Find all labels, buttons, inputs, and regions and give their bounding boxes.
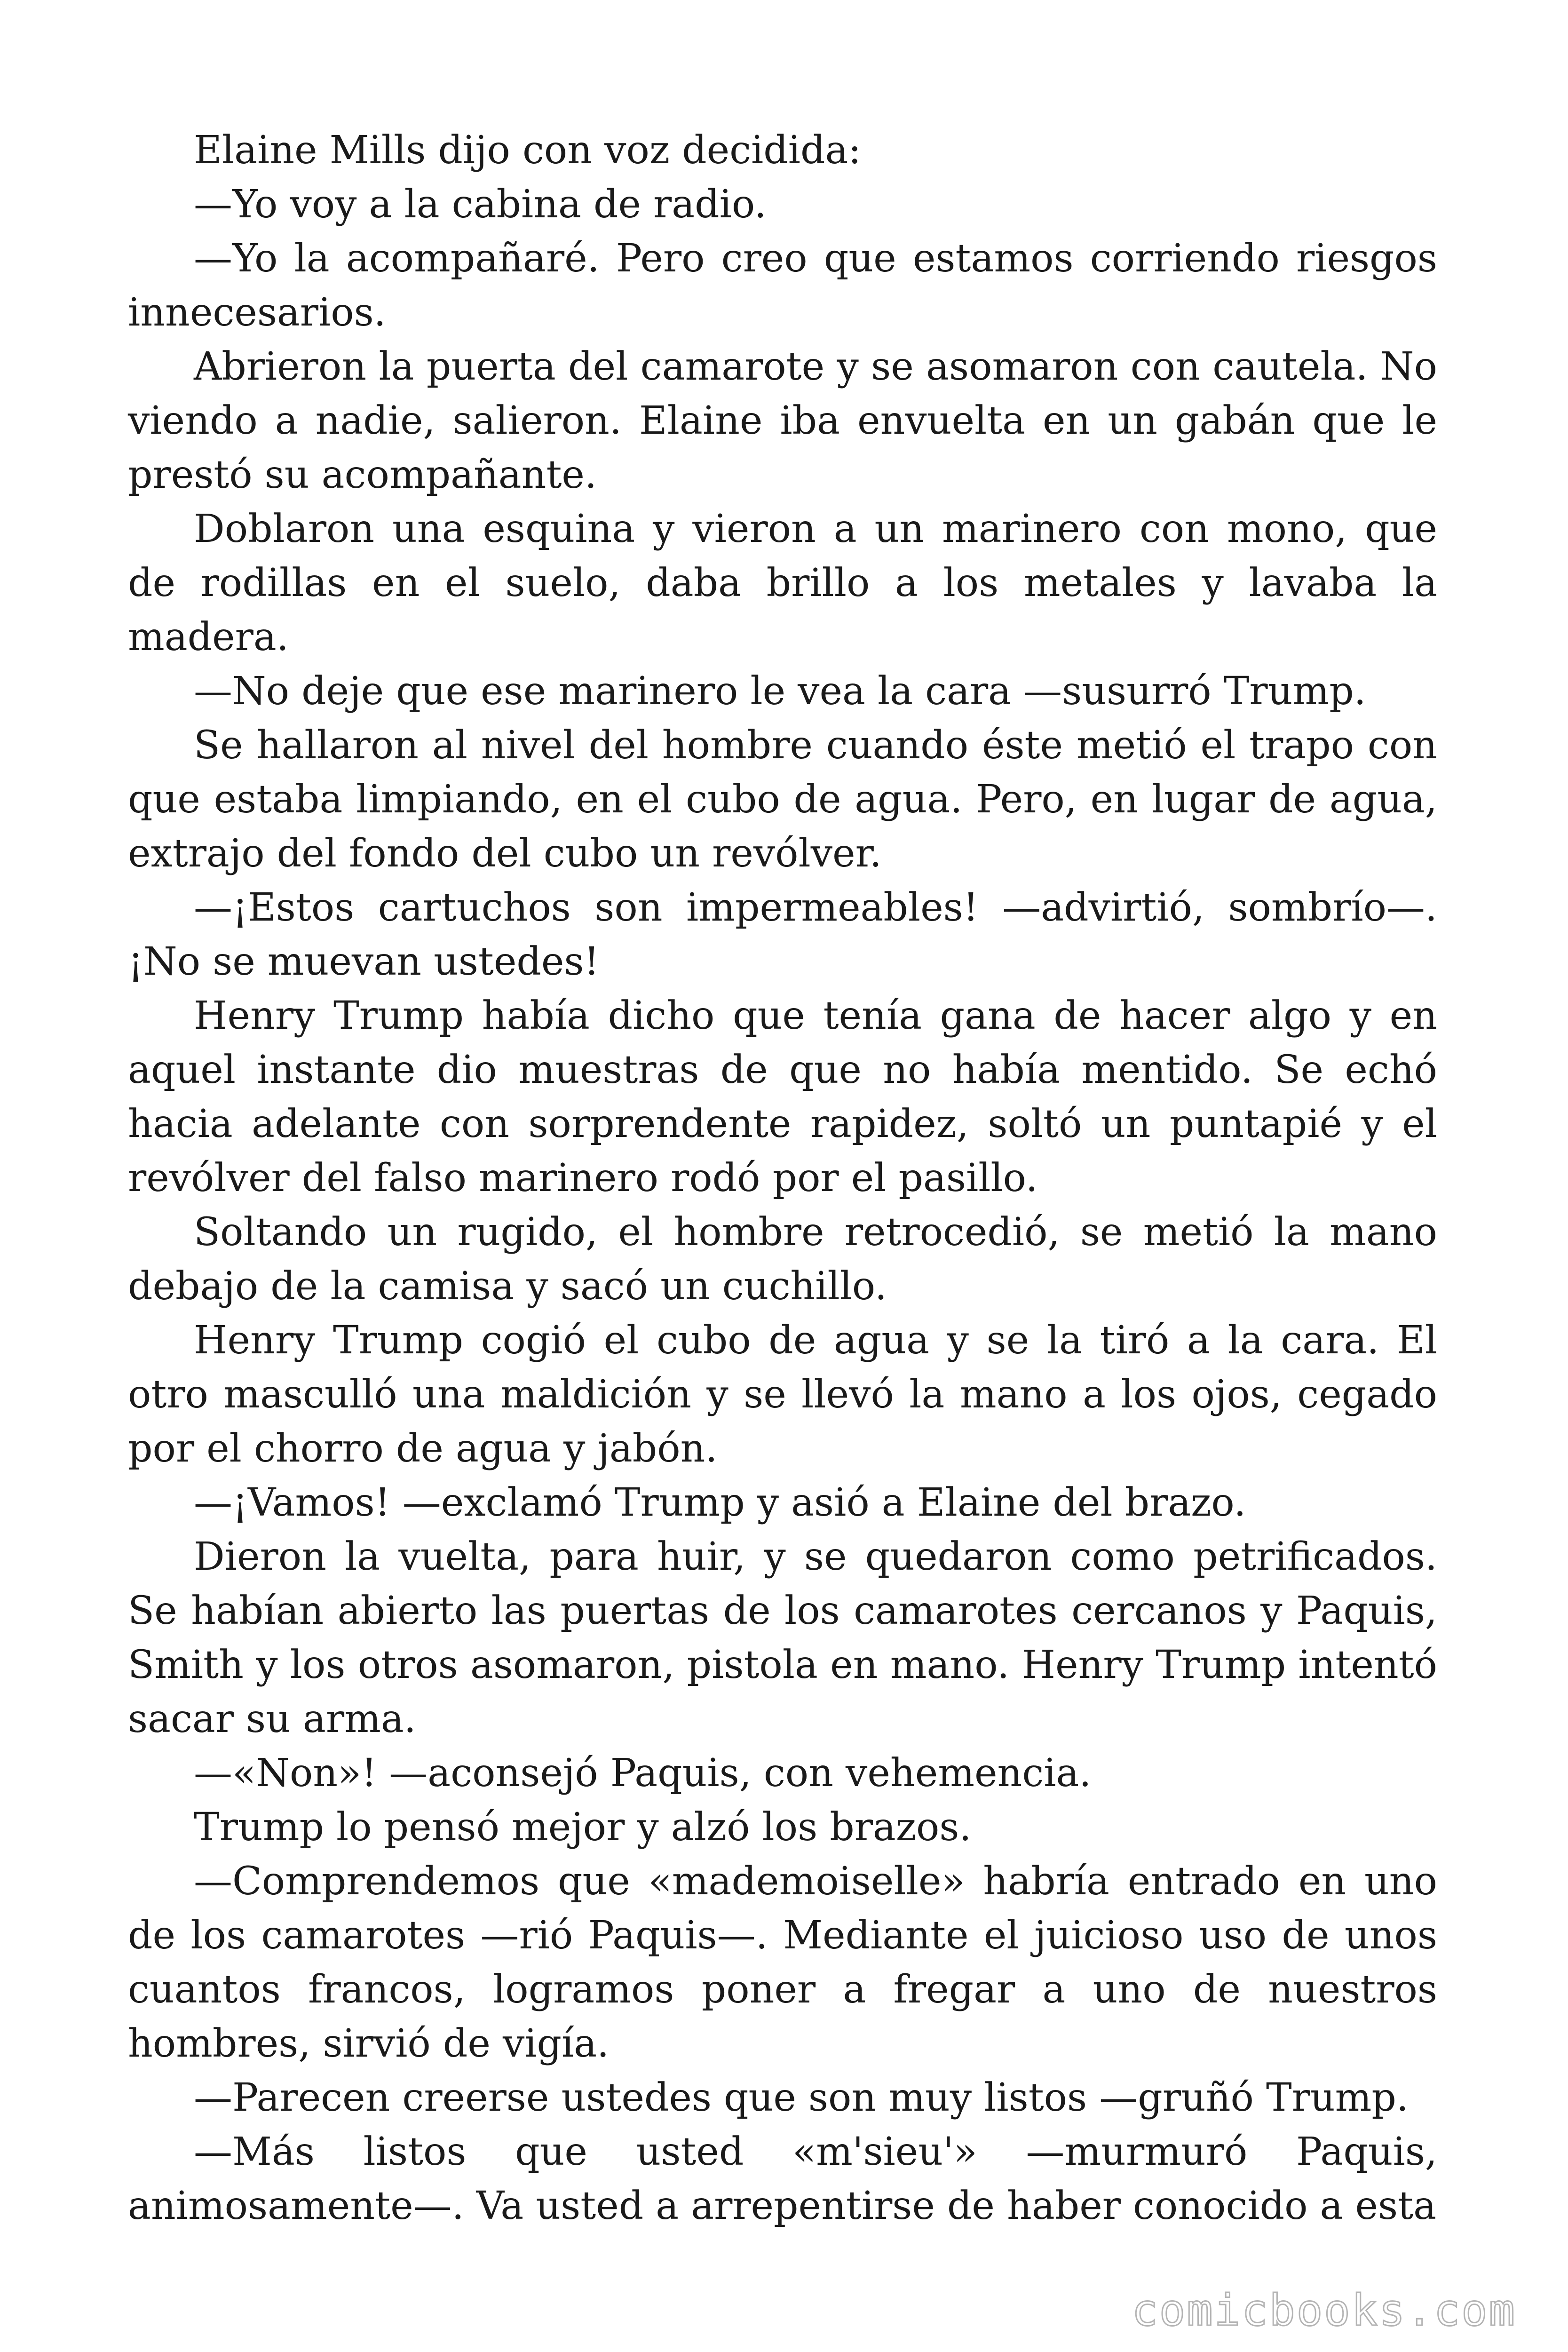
paragraph: —Parecen creerse ustedes que son muy listos —gruñó Trump. (194, 2075, 1409, 2120)
paragraph: —Yo voy a la cabina de radio. (194, 182, 767, 227)
paragraph: —Más listos que usted «m'sieu'» —murmuró Paquis, animosamente—. Va usted a arrepentirse de haber conocido a esta (128, 2130, 1437, 2228)
paragraph: —¡Estos cartuchos son impermeables! —advirtió, sombrío—. ¡No se muevan ustedes! (128, 885, 1437, 984)
paragraph: —Comprendemos que «mademoiselle» habría entrado en uno de los camarotes —rió Paquis—. Mediante el juicioso uso de unos cuantos francos, logramos poner a fregar a uno de nuestros hombres, sirvió de vigía. (128, 1859, 1437, 2066)
paragraph: —No deje que ese marinero le vea la cara —susurró Trump. (194, 669, 1366, 714)
paragraph: Trump lo pensó mejor y alzó los brazos. (194, 1805, 972, 1850)
paragraph: Elaine Mills dijo con voz decidida: (194, 128, 861, 173)
paragraph: —Yo la acompañaré. Pero creo que estamos corriendo riesgos innecesarios. (128, 236, 1437, 335)
paragraph: Doblaron una esquina y vieron a un marinero con mono, que de rodillas en el suelo, daba brillo a los metales y lavaba la madera. (128, 507, 1437, 660)
paragraph: Henry Trump cogió el cubo de agua y se la tiró a la cara. El otro masculló una maldición y se llevó la mano a los ojos, cegado por el chorro de agua y jabón. (128, 1318, 1437, 1471)
watermark: comicbooks.com (1132, 2285, 1516, 2336)
paragraph: Abrieron la puerta del camarote y se asomaron con cautela. No viendo a nadie, salieron. Elaine iba envuelta en un gabán que le prestó su acompañante. (128, 344, 1437, 497)
paragraph: Dieron la vuelta, para huir, y se quedaron como petrificados. Se habían abierto las puertas de los camarotes cercanos y Paquis, Smith y los otros asomaron, pistola en mano. Henry Trump intentó sacar su arma. (128, 1534, 1437, 1741)
paragraph: —«Non»! —aconsejó Paquis, con vehemencia. (194, 1751, 1092, 1796)
paragraph: Soltando un rugido, el hombre retrocedió, se metió la mano debajo de la camisa y sacó un cuchillo. (128, 1210, 1437, 1309)
paragraph: Se hallaron al nivel del hombre cuando éste metió el trapo con que estaba limpiando, en el cubo de agua. Pero, en lugar de agua, extrajo del fondo del cubo un revólver. (128, 723, 1437, 876)
page-text (128, 123, 1437, 2233)
paragraph: Henry Trump había dicho que tenía gana de hacer algo y en aquel instante dio muestras de que no había mentido. Se echó hacia adelante con sorprendente rapidez, soltó un puntapié y el revólver del falso marinero rodó por el pasillo. (128, 993, 1437, 1200)
paragraph: —¡Vamos! —exclamó Trump y asió a Elaine del brazo. (194, 1480, 1246, 1525)
